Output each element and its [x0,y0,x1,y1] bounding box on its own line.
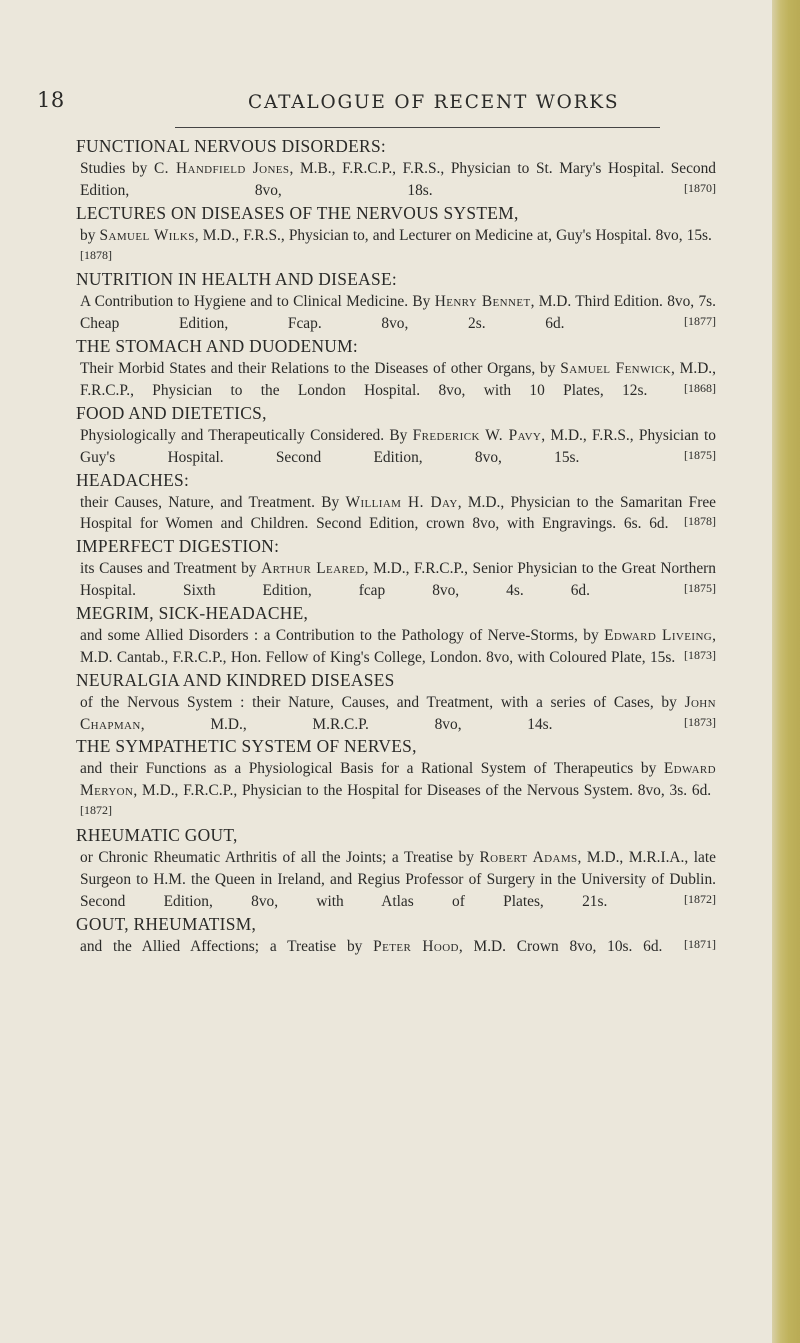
catalogue-entry [76,825,716,914]
entry-title: MEGRIM, SICK-HEADACHE, [76,603,309,624]
entry-text-after-author: , M.D., F.R.C.P., Physician to the Hospital for Diseases of the Nervous System. 8vo, 3s. 6d. [133,782,712,800]
entry-year: [1872] [683,891,716,906]
entry-year: [1870] [684,180,716,195]
entry-text-before-author: and the Allied Affections; a Treatise by [80,937,374,955]
entry-title: THE STOMACH AND DUODENUM: [76,336,359,357]
entry-text-after-author: , M.D., F.R.C.P., Physician to the London Hospital. 8vo, with 10 Plates, 12s. [80,360,717,399]
entry-text-after-author: , M.D., F.R.S., Physician to, and Lecturer on Medicine at, Guy's Hospital. 8vo, 15s. [194,226,712,244]
entry-text-before-author: by [80,226,100,244]
entry-text-after-author: , M.D., F.R.S., Physician to Guy's Hospital. Second Edition, 8vo, 15s. [80,426,716,466]
entry-text-before-author: and some Allied Disorders : a Contribution to the Pathology of Nerve-Storms, by [80,626,605,644]
entry-text-before-author: Studies by [80,159,155,177]
entry-title: FUNCTIONAL NERVOUS DISORDERS: [76,136,387,156]
entry-title: FOOD AND DIETETICS, [76,402,267,423]
entry-author: C. Handfield Jones [154,159,290,177]
entry-description [76,625,716,670]
entry-title: LECTURES ON DISEASES OF THE NERVOUS SYSTEM, [76,202,519,223]
entry-year: [1878] [80,247,112,262]
entry-year: [1872] [80,803,112,818]
entry-year: [1868] [684,380,716,395]
entry-text-before-author: A Contribution to Hygiene and to Clinical Medicine. By [80,293,435,311]
entry-text-after-author: , M.D. Third Edition. 8vo, 7s. Cheap Edition, Fcap. 8vo, 2s. 6d. [80,293,716,333]
catalogue-entry [76,403,716,470]
entry-text-after-author: , M.D., M.R.I.A., late Surgeon to H.M. the Queen in Ireland, and Regius Professor of Surgery in the University of Dublin. Second Edition, 8vo, with Atlas of Plates, 21s. [80,849,716,910]
entry-year: [1871] [683,936,716,951]
entry-text-after-author: , M.D. Crown 8vo, 10s. 6d. [458,937,663,955]
entry-text-after-author: , M.D. Cantab., F.R.C.P., Hon. Fellow of King's College, London. 8vo, with Coloured Plate, 15s. [80,626,716,666]
entry-text-before-author: their Causes, Nature, and Treatment. By [80,493,346,511]
entry-description [76,936,716,959]
entry-text-before-author: Their Morbid States and their Relations to the Diseases of other Organs, by [80,360,561,378]
entry-description [76,558,716,603]
catalogue-entry [76,470,716,537]
entry-description [76,425,716,470]
entry-year: [1878] [684,514,716,529]
entry-author: Arthur Leared [261,560,365,578]
entry-author: William H. Day [345,493,458,511]
page-edge [772,0,800,1343]
entry-description [76,758,716,825]
entry-text-before-author: its Causes and Treatment by [80,560,262,578]
entry-author: Edward Meryon [80,760,716,800]
entry-text-before-author: of the Nervous System : their Nature, Causes, and Treatment, with a series of Cases, by [80,693,685,711]
entry-year: [1875] [683,581,716,596]
entry-year: [1873] [684,647,716,662]
entry-author: Peter Hood [373,937,459,955]
entry-title: NUTRITION IN HEALTH AND DISEASE: [76,269,397,290]
catalogue-entry [76,736,716,825]
entry-title: THE SYMPATHETIC SYSTEM OF NERVES, [76,736,417,757]
entry-description [76,847,716,914]
page-number: 18 [37,88,65,112]
catalogue-entries [76,136,716,959]
entry-description [76,291,716,336]
entry-year: [1875] [683,447,716,462]
entry-description [76,158,716,203]
entry-text-after-author: , M.D., F.R.C.P., Senior Physician to the Great Northern Hospital. Sixth Edition, fcap 8vo, 4s. 6d. [80,560,716,600]
entry-author: Samuel Wilks [99,226,195,244]
entry-description [76,492,716,537]
entry-author: Frederick W. Pavy [412,426,542,444]
entry-title: HEADACHES: [76,469,190,490]
entry-description [76,358,716,403]
entry-text-after-author: , M.D., Physician to the Samaritan Free Hospital for Women and Children. Second Edition, crown 8vo, with Engravings. 6s. 6d. [80,493,716,533]
catalogue-entry [76,269,716,336]
catalogue-entry [76,670,716,737]
entry-author: John Chapman [80,693,716,733]
catalogue-entry [76,203,716,270]
entry-text-before-author: and their Functions as a Physiological Basis for a Rational System of Therapeutics by [80,760,664,778]
entry-text-before-author: Physiologically and Therapeutically Considered. By [80,426,413,444]
catalogue-entry [76,914,716,959]
entry-author: Henry Bennet [434,293,531,311]
entry-year: [1877] [683,314,716,329]
catalogue-entry [76,336,716,403]
catalogue-entry [76,603,716,670]
entry-title: IMPERFECT DIGESTION: [76,536,280,557]
entry-text-after-author: , M.D., M.R.C.P. 8vo, 14s. [140,715,553,733]
running-title: CATALOGUE OF RECENT WORKS [248,92,620,113]
entry-author: Edward Liveing [604,626,713,644]
entry-title: RHEUMATIC GOUT, [76,825,238,846]
entry-description [76,225,716,270]
catalogue-entry [76,136,716,203]
entry-author: Samuel Fenwick [560,360,671,378]
entry-title: GOUT, RHEUMATISM, [76,913,257,934]
entry-author: Robert Adams [479,849,578,866]
entry-text-before-author: or Chronic Rheumatic Arthritis of all the Joints; a Treatise by [80,849,480,866]
catalogue-entry [76,536,716,603]
entry-title: NEURALGIA AND KINDRED DISEASES [76,669,395,690]
entry-year: [1873] [684,714,717,729]
entry-text-after-author: , M.B., F.R.C.P., F.R.S., Physician to St. Mary's Hospital. Second Edition, 8vo, 18s. [80,159,716,199]
header-rule [175,127,660,128]
entry-description [76,692,716,737]
